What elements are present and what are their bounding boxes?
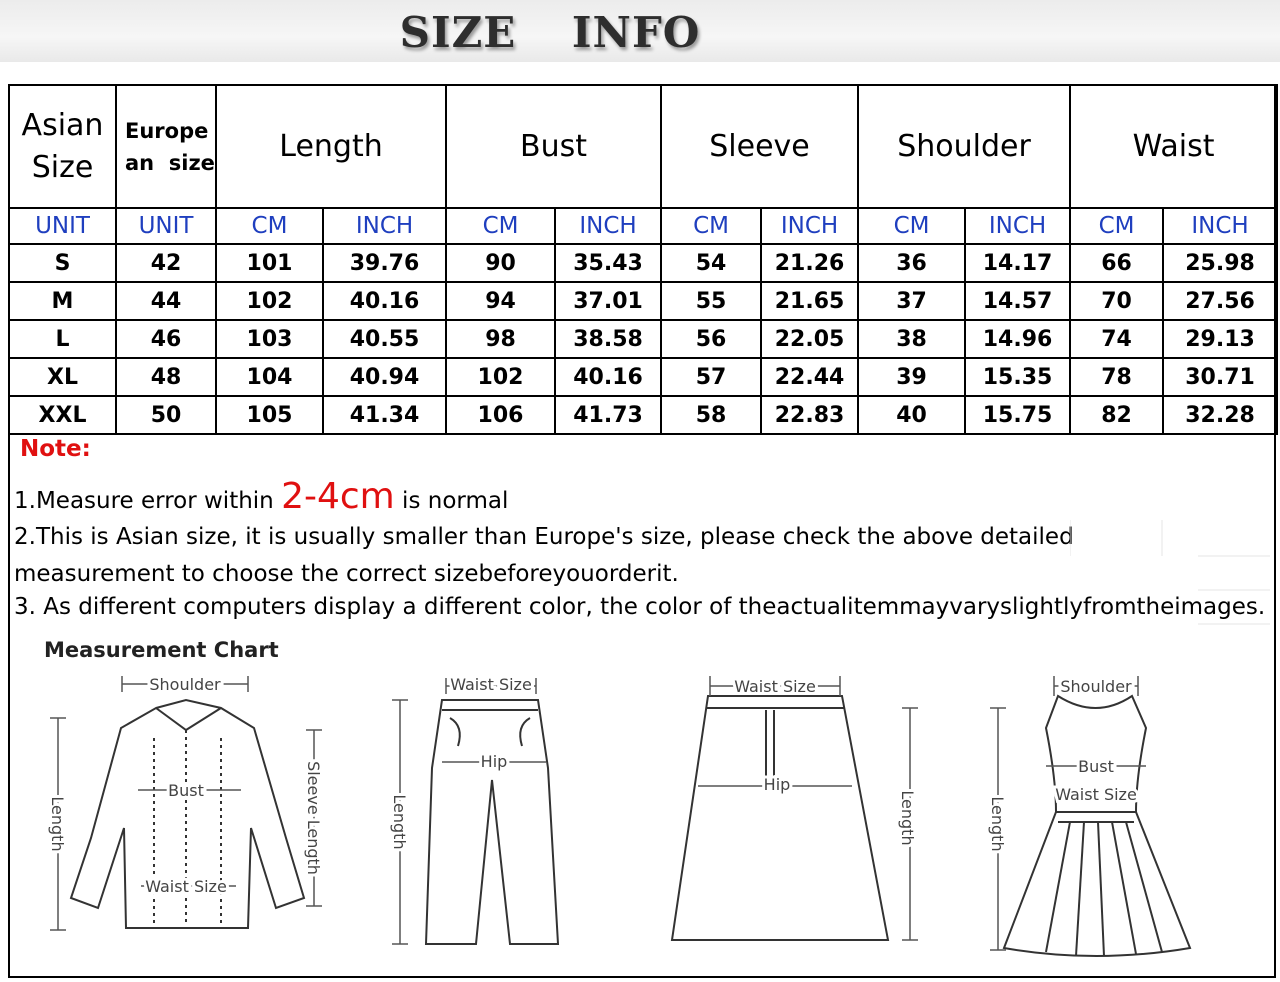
measure-cell: 40.94 xyxy=(323,358,446,396)
measure-cell: 66 xyxy=(1070,244,1163,282)
skirt-hip-label: Hip xyxy=(763,775,791,794)
measure-cell: 36 xyxy=(858,244,965,282)
measure-cell: 21.26 xyxy=(761,244,858,282)
measure-cell: 22.05 xyxy=(761,320,858,358)
measure-cell: 57 xyxy=(661,358,761,396)
europe-size-line2: an size xyxy=(125,150,215,175)
measure-cell: 103 xyxy=(216,320,323,358)
measure-cell: 40.16 xyxy=(555,358,661,396)
measure-cell: 21.65 xyxy=(761,282,858,320)
title-banner xyxy=(0,0,1280,62)
europe-size-line1: Europe xyxy=(125,118,209,143)
unit-cell: INCH xyxy=(1163,208,1277,244)
measure-cell: 102 xyxy=(216,282,323,320)
measure-cell: 106 xyxy=(446,396,555,434)
unit-cell: CM xyxy=(858,208,965,244)
note-1-suffix: is normal xyxy=(394,488,509,514)
europe-size-cell: 50 xyxy=(116,396,216,434)
asian-size-line1: Asian xyxy=(21,107,104,143)
shirt-sleeve-label: Sleeve Length xyxy=(304,761,323,875)
sleeve-header: Sleeve xyxy=(661,85,858,208)
length-header: Length xyxy=(216,85,446,208)
unit-cell: UNIT xyxy=(9,208,116,244)
note-1-prefix: 1.Measure error within xyxy=(14,488,282,514)
shirt-waist-label: Waist Size xyxy=(145,877,227,896)
measure-cell: 37 xyxy=(858,282,965,320)
measure-cell: 32.28 xyxy=(1163,396,1277,434)
measure-cell: 14.96 xyxy=(965,320,1070,358)
dress-waist-label: Waist Size xyxy=(1055,785,1137,804)
measure-cell: 56 xyxy=(661,320,761,358)
note-label: Note: xyxy=(20,436,91,462)
measure-cell: 15.75 xyxy=(965,396,1070,434)
measure-cell: 58 xyxy=(661,396,761,434)
measure-cell: 55 xyxy=(661,282,761,320)
measure-cell: 105 xyxy=(216,396,323,434)
measure-cell: 78 xyxy=(1070,358,1163,396)
measure-cell: 30.71 xyxy=(1163,358,1277,396)
asian-size-cell: S xyxy=(9,244,116,282)
faint-grid-decoration xyxy=(1070,520,1270,630)
measure-cell: 82 xyxy=(1070,396,1163,434)
shoulder-header: Shoulder xyxy=(858,85,1070,208)
shirt-length-label: Length xyxy=(48,796,67,852)
pants-waist-label: Waist Size xyxy=(450,675,532,694)
bust-header: Bust xyxy=(446,85,661,208)
banner-title: SIZE INFO xyxy=(399,8,701,57)
skirt-diagram xyxy=(662,668,932,958)
measure-cell: 38.58 xyxy=(555,320,661,358)
unit-cell: CM xyxy=(661,208,761,244)
unit-cell: CM xyxy=(446,208,555,244)
unit-cell: INCH xyxy=(555,208,661,244)
measure-cell: 39 xyxy=(858,358,965,396)
measure-cell: 41.73 xyxy=(555,396,661,434)
measure-cell: 90 xyxy=(446,244,555,282)
measure-cell: 14.57 xyxy=(965,282,1070,320)
measure-cell: 25.98 xyxy=(1163,244,1277,282)
unit-cell: UNIT xyxy=(116,208,216,244)
waist-header: Waist xyxy=(1070,85,1277,208)
note-line-3: 3. As different computers display a different color, the color of theactualitemmayvaryslightlyfromtheimages. xyxy=(14,594,1266,620)
pants-hip-label: Hip xyxy=(480,752,508,771)
measure-cell: 40 xyxy=(858,396,965,434)
note-line-1 xyxy=(14,476,508,517)
europe-size-cell: 44 xyxy=(116,282,216,320)
measure-cell: 70 xyxy=(1070,282,1163,320)
measurement-chart-title: Measurement Chart xyxy=(44,638,279,662)
pants-diagram xyxy=(380,668,570,958)
note-line-2b: measurement to choose the correct sizebeforeyouorderit. xyxy=(14,561,679,587)
measure-cell: 35.43 xyxy=(555,244,661,282)
unit-cell: INCH xyxy=(761,208,858,244)
skirt-length-label: Length xyxy=(898,790,917,846)
dress-shoulder-label: Shoulder xyxy=(1060,677,1132,696)
measure-cell: 27.56 xyxy=(1163,282,1277,320)
asian-size-cell: M xyxy=(9,282,116,320)
shirt-bust-label: Bust xyxy=(168,781,204,800)
measure-cell: 37.01 xyxy=(555,282,661,320)
unit-cell: CM xyxy=(216,208,323,244)
measure-cell: 101 xyxy=(216,244,323,282)
measure-cell: 104 xyxy=(216,358,323,396)
measure-cell: 102 xyxy=(446,358,555,396)
measure-cell: 22.83 xyxy=(761,396,858,434)
note-line-2a: 2.This is Asian size, it is usually smaller than Europe's size, please check the above detailed xyxy=(14,524,1074,550)
dress-bust-label: Bust xyxy=(1078,757,1114,776)
asian-size-cell: XL xyxy=(9,358,116,396)
measure-cell: 39.76 xyxy=(323,244,446,282)
measure-cell: 14.17 xyxy=(965,244,1070,282)
measure-cell: 40.55 xyxy=(323,320,446,358)
europe-size-cell: 46 xyxy=(116,320,216,358)
unit-cell: CM xyxy=(1070,208,1163,244)
europe-size-cell: 42 xyxy=(116,244,216,282)
skirt-waist-label: Waist Size xyxy=(734,677,816,696)
unit-cell: INCH xyxy=(965,208,1070,244)
unit-cell: INCH xyxy=(323,208,446,244)
measure-cell: 40.16 xyxy=(323,282,446,320)
europe-size-cell: 48 xyxy=(116,358,216,396)
asian-size-cell: L xyxy=(9,320,116,358)
measure-cell: 38 xyxy=(858,320,965,358)
measure-cell: 22.44 xyxy=(761,358,858,396)
measure-cell: 15.35 xyxy=(965,358,1070,396)
measure-cell: 54 xyxy=(661,244,761,282)
measure-cell: 74 xyxy=(1070,320,1163,358)
asian-size-cell: XXL xyxy=(9,396,116,434)
measure-cell: 29.13 xyxy=(1163,320,1277,358)
asian-size-line2: Size xyxy=(31,149,94,185)
note-1-highlight: 2-4cm xyxy=(281,476,395,517)
shirt-diagram xyxy=(36,668,336,958)
pants-length-label: Length xyxy=(390,794,409,850)
dress-diagram xyxy=(986,668,1206,963)
shirt-shoulder-label: Shoulder xyxy=(149,675,221,694)
dress-length-label: Length xyxy=(988,796,1007,852)
measure-cell: 41.34 xyxy=(323,396,446,434)
measure-cell: 98 xyxy=(446,320,555,358)
measure-cell: 94 xyxy=(446,282,555,320)
